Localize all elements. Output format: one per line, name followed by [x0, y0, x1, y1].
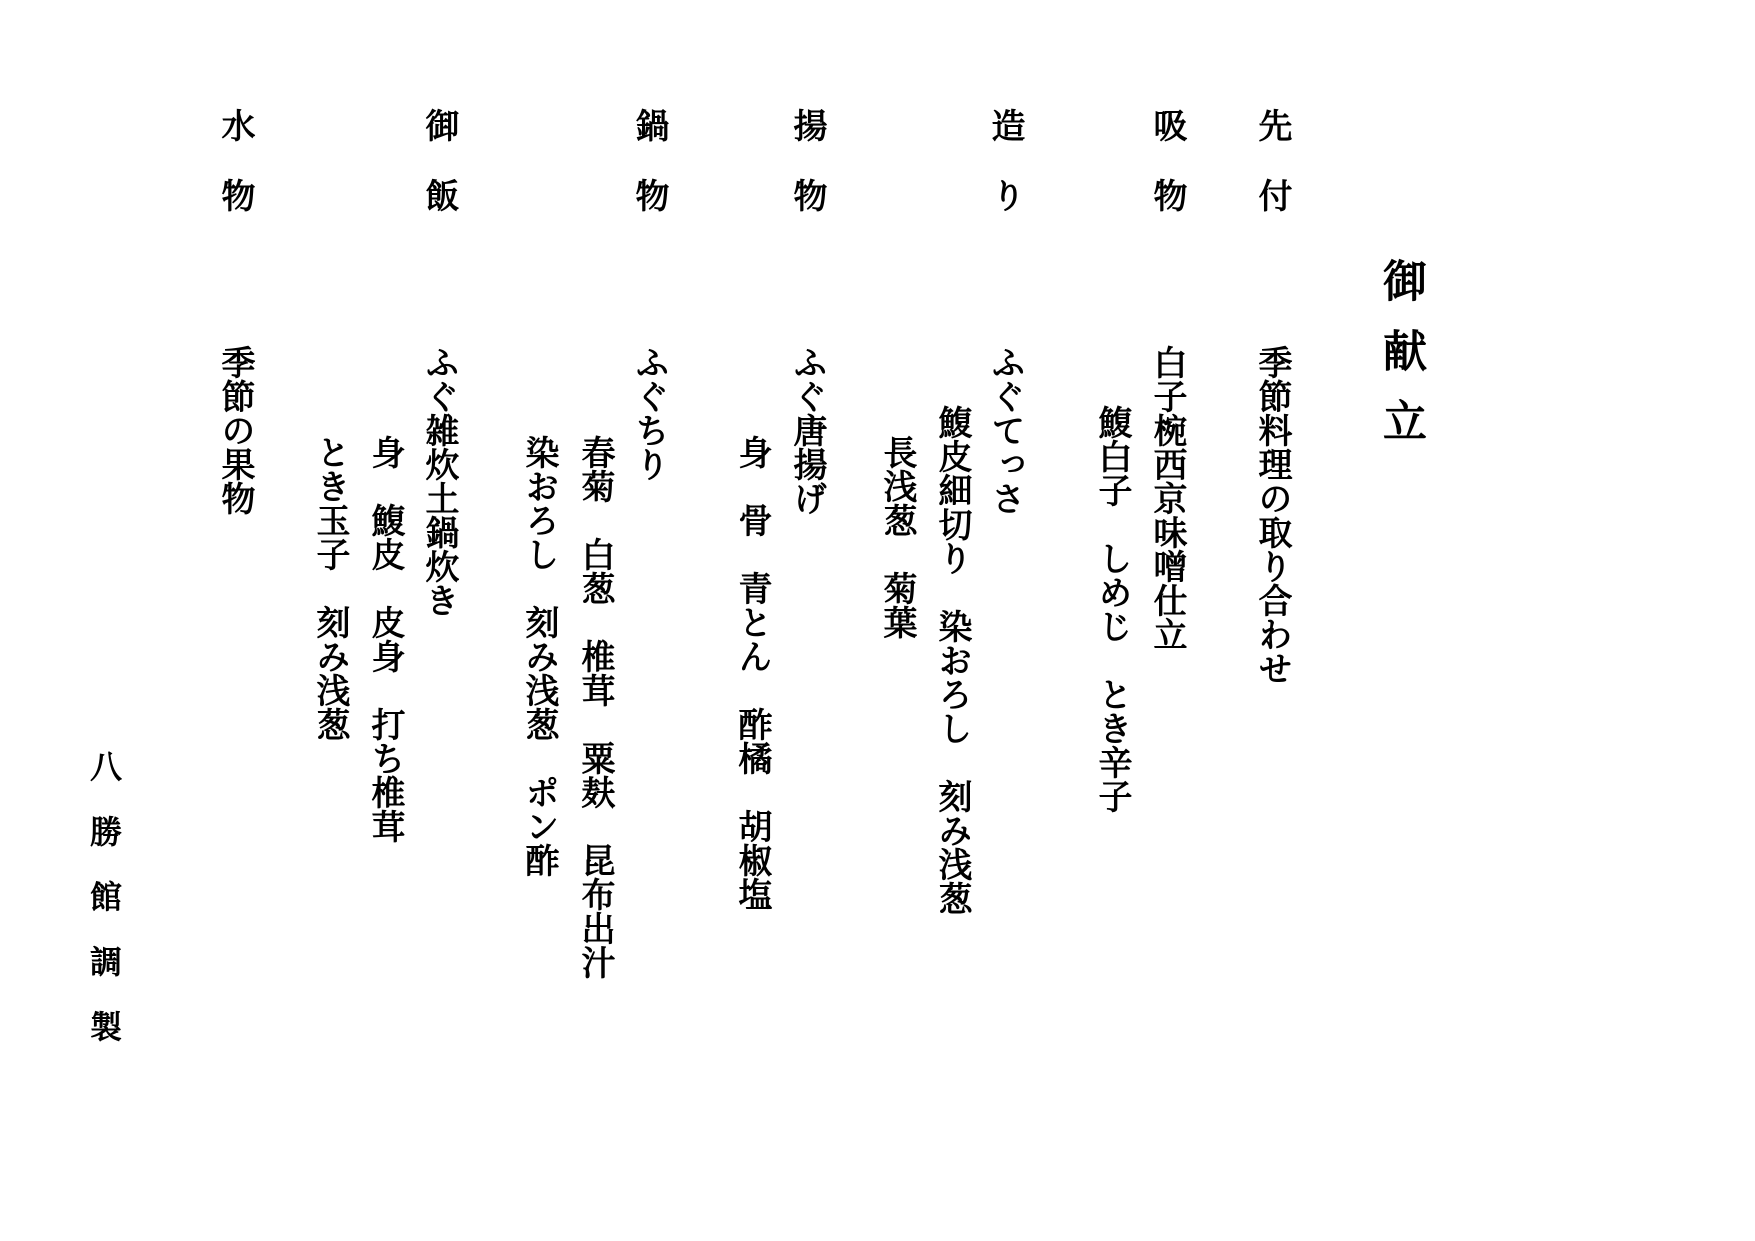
- course-item-mizumono-1: 季節の果物: [215, 345, 255, 515]
- course-category-suimono: 吸物: [1147, 108, 1187, 248]
- course-item-gohan-1: ふぐ雑炊土鍋炊き: [419, 345, 459, 617]
- course-category-gohan: 御飯: [419, 108, 459, 248]
- course-category-nabemono: 鍋物: [629, 108, 669, 248]
- course-category-tsukuri: 造り: [985, 108, 1025, 248]
- course-item-tsukuri-1: ふぐてっさ: [985, 345, 1025, 515]
- course-item-nabemono-1: ふぐちり: [629, 345, 669, 481]
- course-item-suimono-1: 白子椀西京味噌仕立: [1147, 345, 1187, 651]
- course-item-suimono-2: 鰒白子 しめじ とき辛子: [1092, 405, 1132, 813]
- menu-title: 御献立: [1375, 258, 1426, 468]
- course-item-gohan-3: とき玉子 刻み浅葱: [310, 435, 350, 741]
- course-category-agemono: 揚物: [787, 108, 827, 248]
- course-item-nabemono-3: 染おろし 刻み浅葱 ポン酢: [519, 435, 559, 877]
- course-item-tsukuri-2: 鰒皮細切り 染おろし 刻み浅葱: [932, 405, 972, 915]
- maker-signature: 八勝館調製: [85, 750, 123, 1075]
- course-item-agemono-1: ふぐ唐揚げ: [787, 345, 827, 515]
- course-item-nabemono-2: 春菊 白葱 椎茸 粟麸 昆布出汁: [575, 435, 615, 979]
- course-item-agemono-2: 身 骨 青とん 酢橘 胡椒塩: [732, 435, 772, 911]
- course-item-tsukuri-3: 長浅葱 菊葉: [877, 435, 917, 639]
- course-item-sakizuke-1: 季節料理の取り合わせ: [1252, 345, 1292, 685]
- course-item-gohan-2: 身 鰒皮 皮身 打ち椎茸: [365, 435, 405, 843]
- course-category-sakizuke: 先付: [1252, 108, 1292, 248]
- course-category-mizumono: 水物: [215, 108, 255, 248]
